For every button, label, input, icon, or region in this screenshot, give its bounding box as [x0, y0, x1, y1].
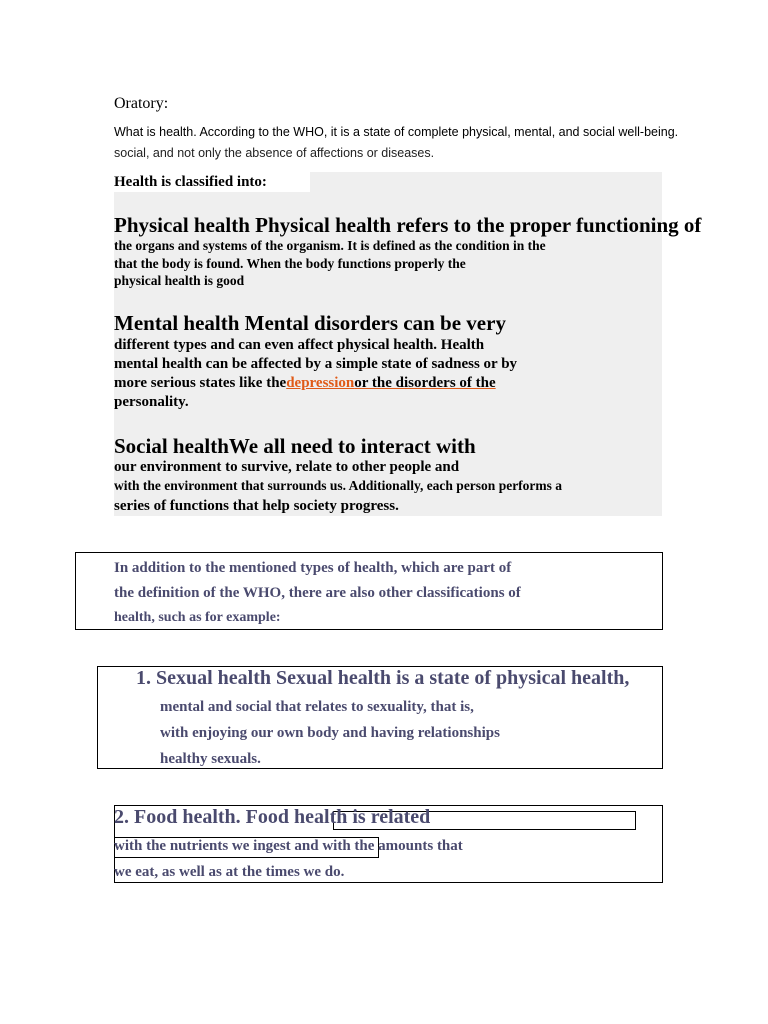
physical-health-line: the organs and systems of the organism. It is defined as the condition in the: [114, 238, 546, 253]
addition-line: In addition to the mentioned types of health, which are part of: [114, 560, 512, 576]
addition-line: the definition of the WHO, there are also other classifications of: [114, 585, 521, 601]
addition-line: health, such as for example:: [114, 610, 281, 625]
food-health-line: with the nutrients we ingest and with the amounts that: [114, 838, 463, 854]
sexual-health-heading: 1. Sexual health Sexual health is a state of physical health,: [136, 667, 630, 689]
social-health-line: series of functions that help society progress.: [114, 498, 399, 514]
document-title: Oratory:: [114, 95, 169, 112]
social-health-line: our environment to survive, relate to other people and: [114, 459, 460, 475]
sexual-health-line: healthy sexuals.: [160, 751, 261, 767]
food-health-heading: 2. Food health. Food health is related: [114, 806, 431, 828]
intro-line-1: What is health. According to the WHO, it is a state of complete physical, mental, and social well-being.: [114, 125, 679, 139]
physical-health-line: that the body is found. When the body functions properly the: [114, 256, 466, 271]
food-health-line: we eat, as well as at the times we do.: [114, 864, 345, 880]
mental-health-line: [114, 375, 496, 392]
mental-health-line: different types and can even affect physical health. Health: [114, 337, 485, 353]
classified-label: Health is classified into:: [114, 174, 267, 190]
mental-health-heading: Mental health Mental disorders can be very: [114, 311, 506, 335]
social-health-heading: Social healthWe all need to interact with: [114, 434, 476, 458]
mental-line-suffix: or the disorders of the: [354, 375, 496, 391]
mental-health-line: personality.: [114, 394, 189, 410]
physical-health-heading: Physical health Physical health refers to the proper functioning of: [114, 213, 702, 237]
intro-line-2: social, and not only the absence of affections or diseases.: [114, 146, 435, 160]
mental-health-line: mental health can be affected by a simple state of sadness or by: [114, 356, 518, 372]
physical-health-line: physical health is good: [114, 273, 245, 288]
mental-line-prefix: more serious states like the: [114, 375, 287, 391]
sexual-health-line: with enjoying our own body and having relationships: [160, 725, 500, 741]
sexual-health-line: mental and social that relates to sexuality, that is,: [160, 699, 474, 715]
depression-link[interactable]: depression: [286, 375, 355, 391]
social-health-line: with the environment that surrounds us. Additionally, each person performs a: [114, 478, 563, 493]
